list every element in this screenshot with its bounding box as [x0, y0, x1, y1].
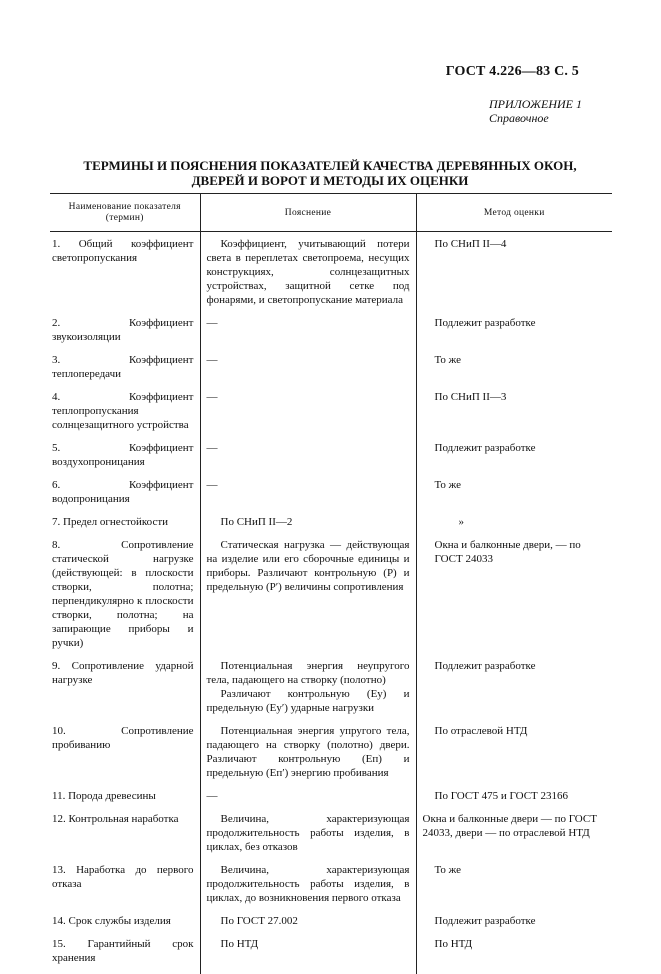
table-row — [50, 538, 612, 659]
term-cell: 1. Общий коэффициент светопропускания — [52, 238, 194, 264]
method-cell: То же — [434, 354, 461, 366]
method-cell: По НТД — [434, 938, 473, 950]
term-cell: 12. Контрольная наработка — [52, 813, 179, 825]
explanation-cell: Величина, характеризующая продолжительность работы изделия, в циклах, без отказов — [200, 812, 416, 863]
table-row — [50, 659, 612, 724]
appendix-type: Справочное — [489, 111, 549, 125]
term-cell: 11. Порода древесины — [52, 790, 156, 802]
header-term — [50, 194, 200, 232]
appendix-number: ПРИЛОЖЕНИЕ 1 — [489, 97, 582, 111]
explanation-cell: Статическая нагрузка — действующая на изделие или его сборочные единицы и приборы. Различают контрольную (P) и предельную (P′) величины сопротивления — [200, 538, 416, 659]
term-cell: 9. Сопротивление ударной нагрузке — [52, 660, 194, 686]
explanation-cell: — — [200, 390, 416, 441]
term-cell: 8. Сопротивление статической нагрузке (действующей: в плоскости створки, полотна; перпендикулярно к плоскости створки, полотна; на запирающие приборы и ручки) — [52, 539, 194, 649]
table-row — [50, 353, 612, 390]
term-cell: 4. Коэффициент теплопропускания солнцезащитного устройства — [52, 391, 194, 431]
method-cell: » — [458, 516, 464, 528]
table-row — [50, 515, 612, 538]
explanation-cell: По НТД — [200, 937, 416, 974]
table-header-row — [50, 194, 612, 232]
explanation-cell: По СНиП II—2 — [200, 515, 416, 538]
appendix-label — [489, 97, 582, 125]
method-cell: То же — [434, 864, 461, 876]
explanation-paragraph-1: Потенциальная энергия неупругого тела, падающего на створку (полотно) — [206, 660, 410, 686]
explanation-cell: — — [200, 316, 416, 353]
header-method: Метод оценки — [416, 194, 612, 232]
table-row — [50, 863, 612, 914]
table-row — [50, 478, 612, 515]
title-line-2: ДВЕРЕЙ И ВОРОТ И МЕТОДЫ ИХ ОЦЕНКИ — [191, 173, 469, 188]
terms-table — [50, 193, 612, 974]
term-cell: 7. Предел огнестойкости — [52, 516, 169, 528]
page-header: ГОСТ 4.226—83 С. 5 — [445, 64, 579, 79]
table-row — [50, 812, 612, 863]
table-row — [50, 789, 612, 812]
method-cell: По ГОСТ 475 и ГОСТ 23166 — [434, 790, 569, 802]
header-term-line-1: Наименование показателя — [68, 202, 181, 212]
method-cell: По отраслевой НТД — [434, 725, 528, 737]
term-cell: 10. Сопротивление пробиванию — [52, 725, 194, 751]
method-cell: Подлежит разработке — [434, 660, 536, 672]
table-row — [50, 316, 612, 353]
term-cell: 5. Коэффициент воздухопроницания — [52, 442, 194, 468]
term-cell: 2. Коэффициент звукоизоляции — [52, 317, 194, 343]
explanation-cell: — — [200, 789, 416, 812]
method-cell: Подлежит разработке — [434, 915, 536, 927]
table-row — [50, 724, 612, 789]
term-cell: 15. Гарантийный срок хранения — [52, 938, 194, 964]
table-row — [50, 390, 612, 441]
method-cell: Подлежит разработке — [434, 317, 536, 329]
header-term-line-2: (термин) — [105, 213, 144, 223]
explanation-cell: Коэффициент, учитывающий потери света в переплетах светопроема, несущих конструкциях, солнцезащитных устройствах, защитной сетке под фонарями, и светопропускание материала — [200, 232, 416, 317]
method-cell: Окна и балконные двери, — по ГОСТ 24033 — [434, 539, 581, 565]
table-row — [50, 441, 612, 478]
explanation-cell: — — [200, 441, 416, 478]
term-cell: 13. Наработка до первого отказа — [52, 864, 194, 890]
explanation-cell: — — [200, 353, 416, 390]
method-cell: По СНиП II—4 — [434, 238, 507, 250]
header-explanation: Пояснение — [200, 194, 416, 232]
table-row — [50, 937, 612, 974]
term-cell: 6. Коэффициент водопроницания — [52, 479, 194, 505]
explanation-cell: Величина, характеризующая продолжительность работы изделия, в циклах, до возникновения первого отказа — [200, 863, 416, 914]
term-cell: 14. Срок службы изделия — [52, 915, 171, 927]
table-row — [50, 914, 612, 937]
explanation-paragraph-2: Различают контрольную (Eу) и предельную (Eу′) ударные нагрузки — [206, 688, 410, 714]
method-cell: По СНиП II—3 — [434, 391, 507, 403]
method-cell: Окна и балконные двери — по ГОСТ 24033, двери — по отраслевой НТД — [422, 813, 597, 839]
explanation-cell — [200, 659, 416, 724]
term-cell: 3. Коэффициент теплопередачи — [52, 354, 194, 380]
title-line-1: ТЕРМИНЫ И ПОЯСНЕНИЯ ПОКАЗАТЕЛЕЙ КАЧЕСТВА ДЕРЕВЯННЫХ ОКОН, — [83, 158, 577, 173]
method-cell: То же — [434, 479, 461, 491]
document-title — [60, 158, 600, 188]
explanation-cell: По ГОСТ 27.002 — [200, 914, 416, 937]
method-cell: Подлежит разработке — [434, 442, 536, 454]
explanation-cell: — — [200, 478, 416, 515]
table-row — [50, 232, 612, 317]
explanation-cell: Потенциальная энергия упругого тела, падающего на створку (полотно) двери. Различают контрольную (Eп) и предельную (Eп′) энергию пробивания — [200, 724, 416, 789]
